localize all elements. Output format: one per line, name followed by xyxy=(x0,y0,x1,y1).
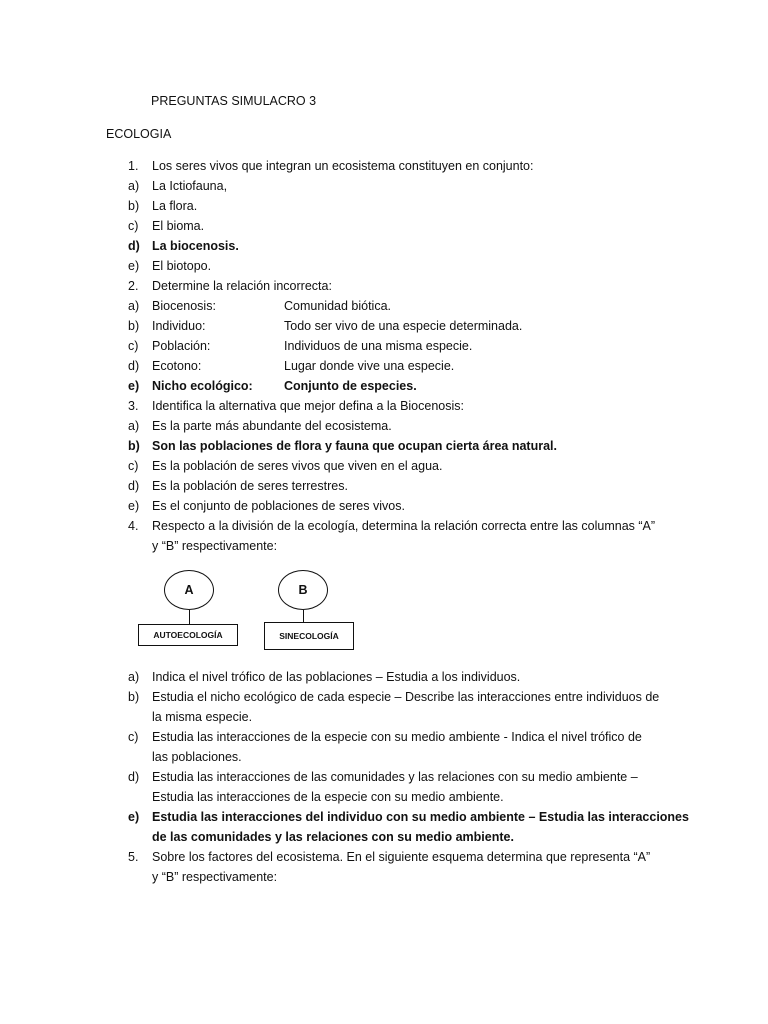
option-text: El biotopo. xyxy=(152,259,212,273)
option-letter: e) xyxy=(128,379,140,393)
option-letter: b) xyxy=(128,690,140,704)
option-letter: d) xyxy=(128,359,140,373)
autoecologia-box: AUTOECOLOGÍA xyxy=(138,624,238,646)
option-text: Son las poblaciones de flora y fauna que ocupan cierta área natural. xyxy=(152,439,557,453)
option-letter: a) xyxy=(128,670,140,684)
question-number: 5. xyxy=(128,850,139,864)
option-text: Estudia las interacciones de las comunidades y las relaciones con su medio ambiente – xyxy=(152,770,638,784)
node-a: A xyxy=(164,570,214,610)
option-definition: Comunidad biótica. xyxy=(284,299,392,313)
node-b: B xyxy=(278,570,328,610)
option-letter: e) xyxy=(128,259,140,273)
question-number: 2. xyxy=(128,279,139,293)
connector-line xyxy=(303,610,304,622)
option-text: La biocenosis. xyxy=(152,239,239,253)
option-text: Estudia las interacciones de la especie con su medio ambiente. xyxy=(152,790,504,804)
option-letter: b) xyxy=(128,319,140,333)
option-definition: Individuos de una misma especie. xyxy=(284,339,473,353)
option-letter: d) xyxy=(128,770,140,784)
option-text: Estudia las interacciones de la especie con su medio ambiente - Indica el nivel trófico de xyxy=(152,730,642,744)
option-letter: b) xyxy=(128,199,140,213)
option-letter: e) xyxy=(128,810,140,824)
option-definition: Conjunto de especies. xyxy=(284,379,417,393)
option-definition: Todo ser vivo de una especie determinada. xyxy=(284,319,523,333)
option-text: Es la población de seres terrestres. xyxy=(152,479,348,493)
option-term: Biocenosis: xyxy=(152,299,216,313)
option-letter: d) xyxy=(128,479,140,493)
question-number: 1. xyxy=(128,159,139,173)
option-text: La flora. xyxy=(152,199,198,213)
option-letter: b) xyxy=(128,439,140,453)
option-letter: c) xyxy=(128,339,139,353)
option-text: El bioma. xyxy=(152,219,205,233)
ecology-division-diagram xyxy=(130,568,370,658)
option-text: La Ictiofauna, xyxy=(152,179,228,193)
question-text: Identifica la alternativa que mejor defina a la Biocenosis: xyxy=(152,399,464,413)
option-letter: e) xyxy=(128,499,140,513)
option-term: Ecotono: xyxy=(152,359,202,373)
option-text: Es el conjunto de poblaciones de seres vivos. xyxy=(152,499,405,513)
option-letter: a) xyxy=(128,179,140,193)
question-number: 3. xyxy=(128,399,139,413)
option-letter: a) xyxy=(128,299,140,313)
option-text: Estudia el nicho ecológico de cada especie – Describe las interacciones entre individuos de xyxy=(152,690,660,704)
option-letter: a) xyxy=(128,419,140,433)
question-text: y “B” respectivamente: xyxy=(152,539,278,553)
option-text: Es la parte más abundante del ecosistema. xyxy=(152,419,392,433)
option-text: Estudia las interacciones del individuo con su medio ambiente – Estudia las interacciones xyxy=(152,810,689,824)
option-letter: d) xyxy=(128,239,140,253)
option-term: Población: xyxy=(152,339,211,353)
question-text: y “B” respectivamente: xyxy=(152,870,278,884)
connector-line xyxy=(189,610,190,624)
question-number: 4. xyxy=(128,519,139,533)
option-term: Individuo: xyxy=(152,319,206,333)
sinecologia-box: SINECOLOGÍA xyxy=(264,622,354,650)
section-title: ECOLOGIA xyxy=(106,127,172,141)
option-term: Nicho ecológico: xyxy=(152,379,253,393)
option-text: Es la población de seres vivos que viven en el agua. xyxy=(152,459,443,473)
question-text: Respecto a la división de la ecología, determina la relación correcta entre las columnas “A” xyxy=(152,519,656,533)
question-text: Determine la relación incorrecta: xyxy=(152,279,332,293)
document-title: PREGUNTAS SIMULACRO 3 xyxy=(151,94,317,108)
option-letter: c) xyxy=(128,219,139,233)
question-text: Los seres vivos que integran un ecosistema constituyen en conjunto: xyxy=(152,159,534,173)
option-text: la misma especie. xyxy=(152,710,253,724)
option-letter: c) xyxy=(128,459,139,473)
option-text: las poblaciones. xyxy=(152,750,242,764)
option-text: Indica el nivel trófico de las poblaciones – Estudia a los individuos. xyxy=(152,670,521,684)
option-text: de las comunidades y las relaciones con su medio ambiente. xyxy=(152,830,514,844)
option-letter: c) xyxy=(128,730,139,744)
option-definition: Lugar donde vive una especie. xyxy=(284,359,455,373)
question-text: Sobre los factores del ecosistema. En el siguiente esquema determina que representa “A” xyxy=(152,850,651,864)
